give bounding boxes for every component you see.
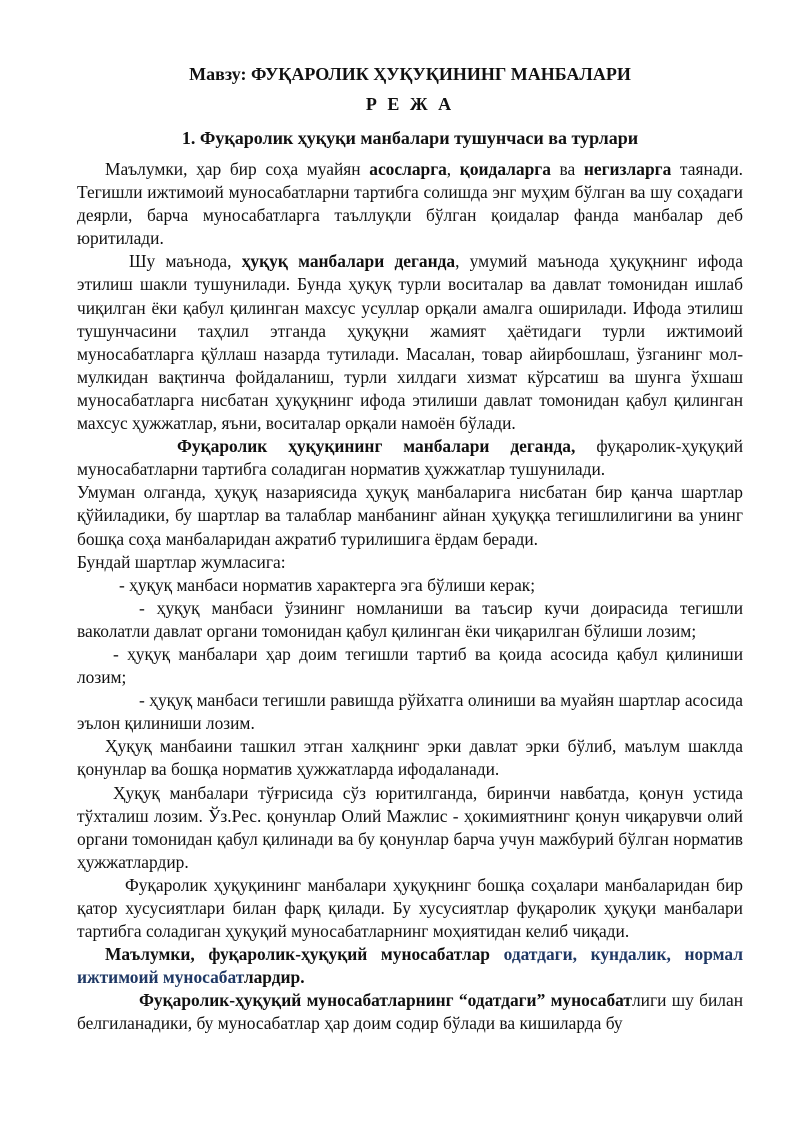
bold-term: негизларга bbox=[583, 159, 672, 179]
paragraph-5: Бундай шартлар жумласига: bbox=[77, 551, 286, 572]
list-item: - ҳуқуқ манбалари ҳар доим тегишли тартиб ва қоида асосида қабул қилиниши лозим; bbox=[77, 643, 743, 688]
paragraph-9: Маълумки, фуқаролик-ҳуқуқий муносабатлар одатдаги, кундалик, нормал ижтимоий муносабатлардир. bbox=[77, 944, 743, 988]
paragraph-10: Фуқаролик-ҳуқуқий муносабатларнинг “одатдаги” муносабатлиги шу билан белгиланадики, бу муносабатлар ҳар доим содир бўлади ва кишиларда бу bbox=[77, 990, 743, 1034]
document-page bbox=[77, 62, 743, 1036]
list-item: - ҳуқуқ манбаси норматив характерга эга бўлиши керак; bbox=[119, 574, 536, 595]
section-heading: 1. Фуқаролик ҳуқуқи манбалари тушунчаси ва турлари bbox=[181, 128, 639, 148]
title-prefix: Мавзу: bbox=[189, 64, 251, 84]
bold-term: қоидаларга bbox=[459, 159, 551, 179]
paragraph-3: Фуқаролик ҳуқуқининг манбалари деганда, фуқаролик-ҳуқуқий муносабатларни тартибга соладиган норматив ҳужжатлар тушунилади. bbox=[77, 436, 743, 480]
list-item: - ҳуқуқ манбаси тегишли равишда рўйхатга олиниши ва муайян шартлар асосида эълон қилиниши лозим. bbox=[77, 690, 743, 734]
paragraph-8: Фуқаролик ҳуқуқининг манбалари ҳуқуқнинг бошқа соҳалари манбаларидан бир қатор хусусиятлари билан фарқ қилади. Бу хусусиятлар фуқаролик ҳуқуқи манбалари тартибга соладиган ҳуқуқий муносабатларнинг моҳиятидан келиб чиқади. bbox=[77, 874, 743, 942]
bold-term: ҳуқуқ манбалари деганда bbox=[241, 251, 456, 272]
bold-term: асосларга bbox=[369, 159, 447, 179]
paragraph-1: Маълумки, ҳар бир соҳа муайян асосларга, қоидаларга ва негизларга таянади. Тегишли ижтимоий муносабатларни тартибга солишда энг муҳим бўлган ва шу соҳадаги деярли, барча муносабатларга таъллуқли бўлган қоидалар фанда манбалар деб юритилади. bbox=[77, 159, 743, 249]
paragraph-6: Ҳуқуқ манбаини ташкил этган халқнинг эрки давлат эрки бўлиб, маълум шаклда қонунлар ва бошқа норматив ҳужжатларда ифодаланади. bbox=[77, 736, 743, 780]
paragraph-2: Шу маънода, ҳуқуқ манбалари деганда, умумий маънода ҳуқуқнинг ифода этилиш шакли тушунилади. Бунда ҳуқуқ турли воситалар ва давлат томонидан ишлаб чиқилган ёки қабул қилинган махсус усуллар орқали амалга оширилади. Ифода этилиш тушунчасини таҳлил этганда ҳуқуқни жамият ҳаётидаги турли ижтимоий муносабатларга қўллаш назарда тутилади. Масалан, товар айирбошлаш, ўзганинг мол-мулкидан вақтинча фойдаланиш, турли хилдаги хизмат кўрсатиш ва шунга ўхшаш муносабатларга нисбатан ҳуқуқнинг ифода этилиши давлат томонидан қабул қилинган махсус ҳужжатлар, яъни, воситалар орқали намоён бўлади. bbox=[77, 251, 743, 434]
paragraph-4: Умуман олганда, ҳуқуқ назариясида ҳуқуқ манбаларига нисбатан бир қанча шартлар қўйиладики, бу шартлар ва талаблар манбанинг айнан ҳуқуққа тегишлилигини ва унинг бошқа соҳа манбаларидан ажратиб турилишига ёрдам беради. bbox=[77, 482, 743, 549]
list-item: - ҳуқуқ манбаси ўзининг номланиши ва таъсир кучи доирасида тегишли ваколатли давлат органи томонидан қабул қилинган ёки чиқарилган бўлиши лозим; bbox=[77, 597, 743, 641]
title-text: ФУҚАРОЛИК ҲУҚУҚИНИНГ МАНБАЛАРИ bbox=[250, 64, 631, 84]
paragraph-7: Ҳуқуқ манбалари тўғрисида сўз юритилганда, биринчи навбатда, қонун устида тўхталиш лозим. Ўз.Рес. қонунлар Олий Мажлис - ҳокимиятнинг қонун чиқарувчи олий органи томонидан қабул қилинади ва бу қонунлар барча учун мажбурий бўлган норматив ҳужжатлардир. bbox=[77, 782, 743, 872]
highlighted-term: одатдаги, кундалик, нормал ижтимоий муносабат bbox=[77, 944, 743, 988]
plan-heading: Р Е Ж А bbox=[365, 94, 455, 114]
bold-term: Фуқаролик ҳуқуқининг манбалари деганда, bbox=[177, 436, 576, 457]
page-title bbox=[77, 62, 743, 86]
